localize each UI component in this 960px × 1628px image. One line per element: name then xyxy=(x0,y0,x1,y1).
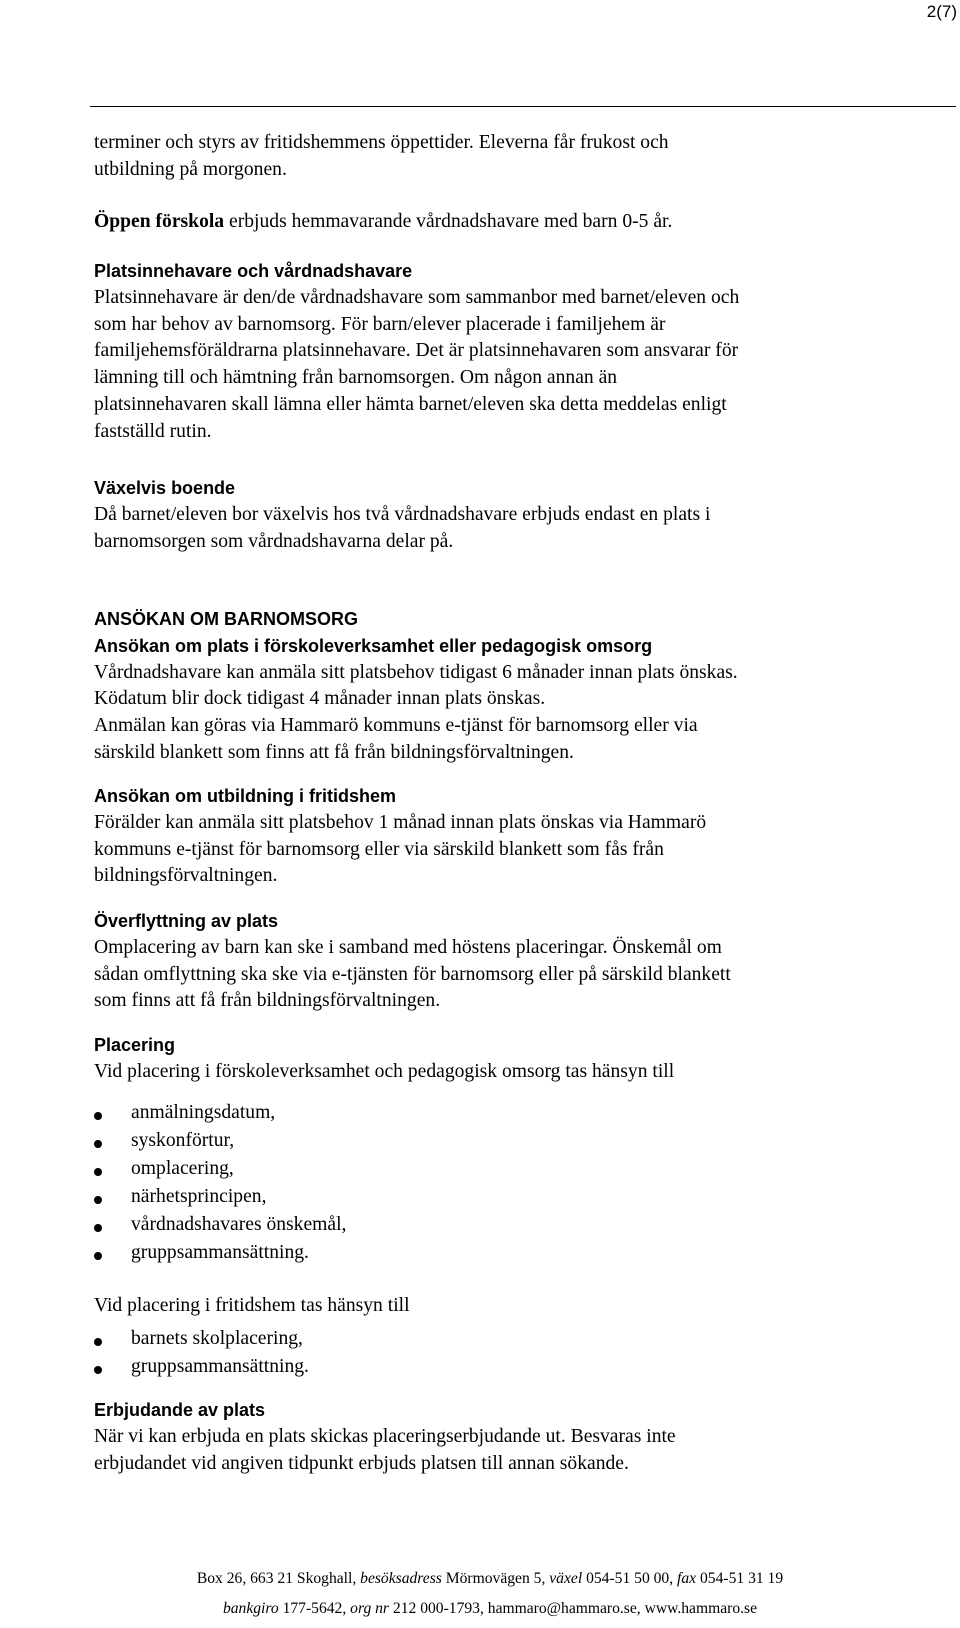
transfer-section xyxy=(94,908,894,1015)
text-line: Omplacering av barn kan ske i samband med höstens placeringar. Önskemål om xyxy=(94,936,722,958)
footer-fax-label: fax xyxy=(677,1570,697,1587)
text-line: familjehemsföräldrarna platsinnehavare. Det är platsinnehavaren som ansvarar för xyxy=(94,340,739,362)
open-preschool-paragraph xyxy=(94,209,894,236)
section-heading: Platsinnehavare och vårdnadshavare xyxy=(94,261,413,281)
section-heading: Ansökan om plats i förskoleverksamhet eller pedagogisk omsorg xyxy=(94,635,653,656)
footer-org-contact: 212 000-1793, hammaro@hammaro.se, www.hammaro.se xyxy=(389,1600,758,1617)
text-line: sådan omflyttning ska ske via e-tjänsten för barnomsorg eller på särskild blankett xyxy=(94,963,731,985)
text-line: barnomsorgen som vårdnadshavarna delar på. xyxy=(94,530,454,552)
bullet-icon xyxy=(94,1196,102,1204)
chapter-title: ANSÖKAN OM BARNOMSORG xyxy=(94,609,358,629)
list-item-text: vårdnadshavares önskemål, xyxy=(131,1214,347,1235)
open-preschool-text: erbjuds hemmavarande vårdnadshavare med barn 0-5 år. xyxy=(224,211,673,232)
after-school-placement-intro xyxy=(94,1293,894,1320)
placement-section xyxy=(94,1032,894,1086)
section-heading: Ansökan om utbildning i fritidshem xyxy=(94,786,397,806)
text-line: Då barnet/eleven bor växelvis hos två vårdnadshavare erbjuds endast en plats i xyxy=(94,503,711,525)
text-line: Vid placering i fritidshem tas hänsyn till xyxy=(94,1295,410,1316)
text-line: Ködatum blir dock tidigast 4 månader innan plats önskas. xyxy=(94,688,546,710)
text-line: kommuns e-tjänst för barnomsorg eller via särskild blankett som fås från xyxy=(94,838,664,860)
intro-paragraph xyxy=(94,130,894,184)
footer-fax: 054-51 31 19 xyxy=(696,1570,784,1587)
bullet-icon xyxy=(94,1252,102,1260)
footer-phone: 054-51 50 00, xyxy=(582,1570,678,1587)
text-line: särskild blankett som finns att få från bildningsförvaltningen. xyxy=(94,741,574,763)
list-item-text: gruppsammansättning. xyxy=(131,1356,309,1377)
place-holders-section xyxy=(94,258,894,446)
list-item-text: omplacering, xyxy=(131,1158,234,1179)
footer-phone-label: växel xyxy=(549,1570,583,1587)
bullet-icon xyxy=(94,1168,102,1176)
list-item-text: närhetsprincipen, xyxy=(131,1186,267,1207)
text-line: erbjudandet vid angiven tidpunkt erbjuds platsen till annan sökande. xyxy=(94,1452,629,1474)
footer-registration xyxy=(10,1600,960,1618)
page-number: 2(7) xyxy=(926,2,957,21)
text-line: som finns att få från bildningsförvaltningen. xyxy=(94,990,441,1012)
text-line: Vårdnadshavare kan anmäla sitt platsbehov tidigast 6 månader innan plats önskas. xyxy=(94,661,738,683)
text-line: utbildning på morgonen. xyxy=(94,158,287,180)
section-heading: Placering xyxy=(94,1035,176,1055)
footer-bankgiro-label: bankgiro xyxy=(222,1600,279,1617)
footer-org-label: org nr xyxy=(350,1600,390,1617)
list-item-text: anmälningsdatum, xyxy=(131,1102,276,1123)
alternating-section xyxy=(94,475,894,555)
footer-address xyxy=(10,1570,960,1588)
text-line: Platsinnehavare är den/de vårdnadshavare som sammanbor med barnet/eleven och xyxy=(94,286,740,308)
application-section xyxy=(94,606,894,767)
text-line: fastställd rutin. xyxy=(94,420,212,442)
text-line: Vid placering i förskoleverksamhet och pedagogisk omsorg tas hänsyn till xyxy=(94,1060,675,1082)
header-rule xyxy=(90,106,956,107)
after-school-section xyxy=(94,783,894,890)
list-item-text: gruppsammansättning. xyxy=(131,1242,309,1263)
text-line: terminer och styrs av fritidshemmens öppettider. Eleverna får frukost och xyxy=(94,132,669,153)
bullet-icon xyxy=(94,1366,102,1374)
text-line: När vi kan erbjuda en plats skickas placeringserbjudande ut. Besvaras inte xyxy=(94,1425,676,1447)
text-line: Anmälan kan göras via Hammarö kommuns e-tjänst för barnomsorg eller via xyxy=(94,715,698,737)
section-heading: Överflyttning av plats xyxy=(94,911,279,931)
offer-section xyxy=(94,1397,894,1477)
text-line: Förälder kan anmäla sitt platsbehov 1 månad innan plats önskas via Hammarö xyxy=(94,811,707,833)
section-heading: Erbjudande av plats xyxy=(94,1400,266,1420)
bullet-icon xyxy=(94,1140,102,1148)
bullet-icon xyxy=(94,1338,102,1346)
section-heading: Växelvis boende xyxy=(94,478,236,498)
list-item-text: syskonförtur, xyxy=(131,1130,235,1151)
text-line: lämning till och hämtning från barnomsorgen. Om någon annan än xyxy=(94,367,618,389)
footer-visit-address: Mörmovägen 5, xyxy=(441,1570,550,1587)
text-line: bildningsförvaltningen. xyxy=(94,865,278,887)
text-line: som har behov av barnomsorg. För barn/elever placerade i familjehem är xyxy=(94,313,666,335)
bullet-icon xyxy=(94,1112,102,1120)
open-preschool-term: Öppen förskola xyxy=(94,211,225,232)
footer-postal-address: Box 26, 663 21 Skoghall, xyxy=(196,1570,361,1587)
footer-visit-label: besöksadress xyxy=(360,1570,442,1587)
bullet-icon xyxy=(94,1224,102,1232)
text-line: platsinnehavaren skall lämna eller hämta barnet/eleven ska detta meddelas enligt xyxy=(94,393,727,415)
list-item-text: barnets skolplacering, xyxy=(131,1328,303,1349)
footer-bankgiro: 177-5642, xyxy=(278,1600,351,1617)
